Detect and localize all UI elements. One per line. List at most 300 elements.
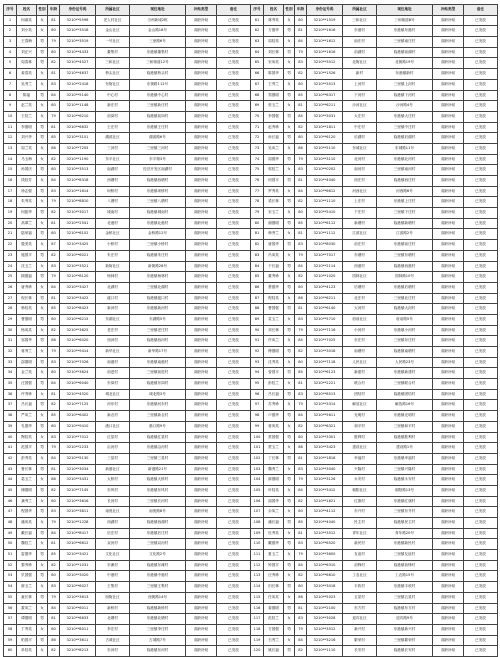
table-cell: 男 [284,539,295,550]
table-header-row [4,5,251,16]
table-cell: 男 [37,528,48,539]
table-row [4,69,251,80]
table-cell: 3210**1614 [60,186,96,197]
table-cell: 方德华 [264,26,284,37]
table-cell: 81 [295,379,307,390]
table-cell: 女 [284,229,295,240]
table-cell: 3210**5110 [307,143,343,154]
table-cell: 高龄补贴 [433,336,464,347]
table-cell: 临港镇红星村 [130,432,186,443]
table-cell: 20 [4,218,17,229]
table-cell: 孔德华 [17,421,37,432]
table-row [251,293,498,304]
table-cell: 男 [284,368,295,379]
table-row [251,464,498,475]
table-cell: 男 [284,133,295,144]
table-cell: 高龄补贴 [186,336,217,347]
table-cell: 12 [4,133,17,144]
table-cell: 周春林 [17,58,37,69]
table-cell: 南苑路8号 [130,507,186,518]
table-cell: 86 [295,293,307,304]
table-cell: 高龄补贴 [186,582,217,593]
table-cell: 临港镇长安村 [377,646,433,657]
table-cell: 3210**3512 [307,58,343,69]
table-cell: 龚秀兰 [17,496,37,507]
table-row [251,368,498,379]
table-cell: 兴隆村 [343,464,377,475]
table-row [251,69,498,80]
table-cell: 男 [37,90,48,101]
table-cell: 3210**3018 [307,347,343,358]
table-cell: 幸福村 [343,453,377,464]
table-row [251,250,498,261]
table-cell: 当州新城2栋 [130,15,186,26]
column-header: 序号 [4,5,17,16]
table-cell: 湖滨路6号 [130,133,186,144]
table-cell: 3210**3034 [60,464,96,475]
table-cell: 李国强 [264,111,284,122]
table-cell: 已发放 [464,197,498,208]
table-cell: 高龄补贴 [433,550,464,561]
table-cell: 82 [48,58,60,69]
table-cell: 已发放 [217,218,251,229]
table-cell: 117 [251,614,264,625]
table-cell: 3210**1148 [60,101,96,112]
table-cell: 男 [37,507,48,518]
table-cell: 已发放 [464,133,498,144]
table-cell: 临港镇渡口村 [130,293,186,304]
table-cell: 已发放 [217,411,251,422]
table-cell: 82 [48,646,60,657]
table-cell: 老人村社区 [96,15,130,26]
table-cell: 马玉梅 [17,154,37,165]
column-header: 性别 [37,5,48,16]
table-row [251,507,498,518]
table-cell: 3210**4112 [307,507,343,518]
table-cell: 金桥路12号 [130,229,186,240]
table-cell: 3210**3513 [307,79,343,90]
table-cell: 3210**5410 [307,208,343,219]
table-cell: 19 [4,208,17,219]
table-cell: 高龄补贴 [433,37,464,48]
table-cell: 红星村 [96,432,130,443]
table-row [251,90,498,101]
table-cell: 已发放 [217,79,251,90]
table-cell: 3210**3519 [60,37,96,48]
table-cell: 88 [251,304,264,315]
table-cell: 高龄补贴 [186,293,217,304]
table-cell: 东港镇幸福村 [377,453,433,464]
table-cell: 3210**5598 [60,15,96,26]
table-cell: 3210**5611 [307,411,343,422]
table-cell: 程国华 [17,507,37,518]
table-cell: 女 [284,443,295,454]
table-cell: 3210**1811 [307,122,343,133]
table-cell: 3210**3301 [307,432,343,443]
table-cell: 女 [37,304,48,315]
table-cell: 东港镇新村 [377,69,433,80]
table-cell: 西庄村 [343,176,377,187]
table-row [251,122,498,133]
table-cell: 84 [48,379,60,390]
table-cell: 女 [284,635,295,646]
table-cell: 高龄补贴 [433,293,464,304]
table-row [251,357,498,368]
table-cell: 周桂英 [264,37,284,48]
table-cell: 新河村 [96,304,130,315]
table-row [251,550,498,561]
table-cell: 临港镇新桥村 [130,603,186,614]
table-cell: 3210**1616 [307,26,343,37]
table-cell: 黎秀珍 [17,560,37,571]
table-cell: 3210**7125 [60,400,96,411]
table-cell: 高龄补贴 [186,122,217,133]
table-cell: 84 [295,261,307,272]
table-cell: 11 [4,122,17,133]
table-cell: 新桥村 [96,603,130,614]
table-cell: 已发放 [464,154,498,165]
table-cell: 女 [284,15,295,26]
table-cell: 邹国华 [17,336,37,347]
table-cell: 陈国华 [264,69,284,80]
table-cell: 86 [295,592,307,603]
table-cell: 108 [251,518,264,529]
table-cell: 男 [37,550,48,561]
table-cell: 3210**6020 [60,336,96,347]
table-cell: 高龄补贴 [186,539,217,550]
table-cell: 韩秀兰 [264,229,284,240]
table-cell: 工农路15号 [377,571,433,582]
table-row [4,240,251,251]
table-cell: 高龄补贴 [433,539,464,550]
table-cell: 3210**1110 [307,197,343,208]
table-cell: 已发放 [464,79,498,90]
table-cell: 3210**3518 [60,26,96,37]
table-cell: 3210**8810 [60,197,96,208]
table-cell: 81 [48,122,60,133]
table-cell: 老庄村 [96,325,130,336]
table-cell: 82 [295,347,307,358]
table-cell: 42 [4,453,17,464]
table-cell: 高龄补贴 [433,464,464,475]
table-cell: 东湖社区 [96,314,130,325]
column-header: 补贴类型 [186,5,217,16]
table-cell: 临港镇西塘村 [130,176,186,187]
table-cell: 高龄补贴 [186,325,217,336]
table-cell: 女 [37,389,48,400]
table-cell: 东街路112号 [130,79,186,90]
table-cell: 已发放 [217,507,251,518]
table-cell: 阎国华 [264,496,284,507]
table-cell: 已发放 [217,101,251,112]
table-cell: 112 [251,560,264,571]
table-cell: 刘小英 [17,26,37,37]
table-cell: 3210**4123 [307,282,343,293]
table-cell: 已发放 [217,314,251,325]
table-row [4,614,251,625]
table-cell: 女 [284,272,295,283]
table-cell: 女 [37,646,48,657]
table-cell: 3210**4520 [60,389,96,400]
table-cell: 28 [4,304,17,315]
table-cell: 21 [4,229,17,240]
table-cell: 81 [48,15,60,26]
table-cell: 已发放 [217,614,251,625]
table-cell: 高龄补贴 [186,635,217,646]
table-row [251,400,498,411]
table-cell: 已发放 [217,624,251,635]
table-cell: 3210**3624 [60,368,96,379]
table-cell: 女 [37,240,48,251]
table-cell: 女 [284,293,295,304]
table-cell: 三里镇下庄村 [377,208,433,219]
table-row [4,58,251,69]
table-cell: 80 [48,229,60,240]
table-cell: 84 [295,336,307,347]
column-header: 备注 [217,5,251,16]
table-cell: 86 [48,336,60,347]
table-cell: 80 [48,101,60,112]
table-cell: 三和街道8号 [377,15,433,26]
table-cell: 男 [284,453,295,464]
table-cell: 3210**3028 [307,614,343,625]
table-cell: 临港镇永安村 [377,475,433,486]
table-cell: 62 [251,26,264,37]
table-cell: 高龄补贴 [433,379,464,390]
table-cell: 东港镇北港村 [130,218,186,229]
table-cell: 高龄补贴 [433,400,464,411]
table-cell: 81 [251,229,264,240]
table-cell: 高龄补贴 [433,518,464,529]
table-cell: 女 [37,69,48,80]
table-cell: 高龄补贴 [186,90,217,101]
table-row [251,571,498,582]
table-cell: 3210**3425 [60,240,96,251]
table-cell: 86 [48,475,60,486]
table-cell: 79 [48,347,60,358]
table-cell: 103 [251,464,264,475]
table-cell: 85 [251,272,264,283]
table-cell: 80 [295,507,307,518]
table-cell: 已发放 [464,47,498,58]
table-cell: 高龄补贴 [186,58,217,69]
table-cell: 83 [48,186,60,197]
table-cell: 东港镇小河村 [377,325,433,336]
table-cell: 高龄补贴 [186,475,217,486]
table-cell: 新建村 [343,368,377,379]
table-cell: 高龄补贴 [186,197,217,208]
table-row [4,261,251,272]
table-row [251,186,498,197]
table-row [251,411,498,422]
table-row [4,218,251,229]
table-cell: 83 [48,582,60,593]
table-cell: 女 [37,79,48,90]
table-cell: 81 [48,389,60,400]
table-cell: 女 [284,421,295,432]
table-cell: 刘正兴 [17,47,37,58]
table-cell: 于长福 [264,261,284,272]
table-cell: 93 [251,357,264,368]
table-cell: 82 [48,154,60,165]
table-cell: 已发放 [464,111,498,122]
table-cell: 已发放 [217,496,251,507]
table-cell: 临港镇前湖村 [377,47,433,58]
table-cell: 男 [284,282,295,293]
table-cell: 高龄补贴 [433,250,464,261]
table-cell: 男 [284,560,295,571]
table-cell: 范桂兰 [264,614,284,625]
table-cell: 长河村 [96,496,130,507]
table-cell: 高龄补贴 [186,111,217,122]
table-cell: 81 [295,304,307,315]
table-cell: 72 [251,133,264,144]
table-cell: 高龄补贴 [433,314,464,325]
table-row [251,325,498,336]
table-cell: 3210**7205 [60,143,96,154]
table-cell: 经济开发区南湖村 [130,165,186,176]
table-cell: 高龄补贴 [433,79,464,90]
table-cell: 友谊村 [343,550,377,561]
table-cell: 永安村 [343,475,377,486]
table-row [4,347,251,358]
table-cell: 高龄补贴 [433,111,464,122]
table-cell: 33 [4,357,17,368]
table-cell: 84 [295,485,307,496]
table-cell: 已发放 [464,507,498,518]
table-cell: 女 [284,571,295,582]
table-cell: 3210**4040 [307,518,343,529]
table-cell: 101 [251,443,264,454]
table-cell: 3210**6612 [307,186,343,197]
table-cell: 3210**3126 [307,475,343,486]
table-cell: 高龄补贴 [186,37,217,48]
table-cell: 南河村 [343,165,377,176]
table-cell: 田长林 [264,582,284,593]
table-cell: 朱秀英 [17,197,37,208]
table-cell: 北河村 [343,154,377,165]
table-row [251,603,498,614]
table-row [4,539,251,550]
table-cell: 许秀珍 [17,389,37,400]
table-cell: 已发放 [217,197,251,208]
table-cell: 沙河路4号 [377,101,433,112]
table-cell: 临港镇新塘村 [377,218,433,229]
table-cell: 79 [295,550,307,561]
table-cell: 邓长林 [264,325,284,336]
table-header-row [251,5,498,16]
table-cell: 高龄补贴 [433,614,464,625]
table-cell: 31 [4,336,17,347]
table-cell: 3210**2541 [60,218,96,229]
table-cell: 河西社区 [343,186,377,197]
table-cell: 3210**3421 [60,550,96,561]
table-cell: 潘长福 [264,518,284,529]
table-cell: 高龄补贴 [186,518,217,529]
table-cell: 3210**1190 [60,154,96,165]
table-cell: 85 [48,133,60,144]
table-cell: 西河村 [96,336,130,347]
table-cell: 沈秀英 [264,357,284,368]
table-cell: 临港镇西河村 [130,336,186,347]
table-cell: 东河村 [96,646,130,657]
table-cell: 女 [284,485,295,496]
table-cell: 高龄补贴 [186,603,217,614]
table-row [251,111,498,122]
table-cell: 82 [295,646,307,657]
table-cell: 谭德明 [17,614,37,625]
table-cell: 戴德华 [264,539,284,550]
table-cell: 董秀珍 [264,272,284,283]
table-cell: 高龄补贴 [186,592,217,603]
table-cell: 东庄村 [343,336,377,347]
table-cell: 男 [37,571,48,582]
table-cell: 临港镇前岗村 [130,111,186,122]
table-cell: 94 [251,368,264,379]
table-cell: 三里镇五星村 [377,592,433,603]
table-cell: 已发放 [464,186,498,197]
table-cell: 已发放 [464,58,498,69]
table-cell: 80 [295,432,307,443]
table-cell: 东港镇河东村 [130,400,186,411]
table-cell: 三里镇三河村 [130,143,186,154]
table-cell: 女 [37,101,48,112]
table-cell: 柏国平 [17,635,37,646]
table-cell: 金兰英 [17,368,37,379]
table-row [4,571,251,582]
table-cell: 高龄补贴 [186,314,217,325]
table-cell: 张玉兰 [264,101,284,112]
table-cell: 59 [4,635,17,646]
table-cell: 已发放 [217,111,251,122]
table-cell: 三里镇兴隆村 [377,464,433,475]
roster-table-right [250,4,498,657]
table-cell: 3210**6317 [307,90,343,101]
table-cell: 三里镇新庄村 [130,101,186,112]
table-cell: 已发放 [217,571,251,582]
table-cell: 高龄补贴 [186,69,217,80]
table-cell: 已发放 [217,518,251,529]
table-cell: 高龄补贴 [186,218,217,229]
table-cell: 107 [251,507,264,518]
table-cell: 已发放 [217,485,251,496]
table-cell: 114 [251,582,264,593]
table-cell: 汪秀珍 [264,571,284,582]
table-cell: 女 [284,550,295,561]
table-cell: 彭桂兰 [264,379,284,390]
table-cell: 临港镇民主村 [377,518,433,529]
table-cell: 3210**8120 [60,272,96,283]
table-cell: 高龄补贴 [433,592,464,603]
table-cell: 园林路10号 [377,272,433,283]
table-cell: 北港村 [96,218,130,229]
table-cell: 3210**4040 [307,176,343,187]
table-cell: 3210**1228 [60,518,96,529]
table-cell: 已发放 [464,69,498,80]
table-row [4,507,251,518]
table-cell: 79 [48,592,60,603]
table-cell: 35 [4,379,17,390]
table-cell: 82 [295,197,307,208]
table-cell: 曾国平 [264,368,284,379]
table-cell: 82 [295,69,307,80]
table-cell: 高龄补贴 [433,143,464,154]
table-cell: 东港镇新河村 [130,304,186,315]
table-cell: 男 [37,400,48,411]
table-cell: 刘兴华 [17,133,37,144]
table-cell: 3210**2114 [307,261,343,272]
table-cell: 男 [284,261,295,272]
